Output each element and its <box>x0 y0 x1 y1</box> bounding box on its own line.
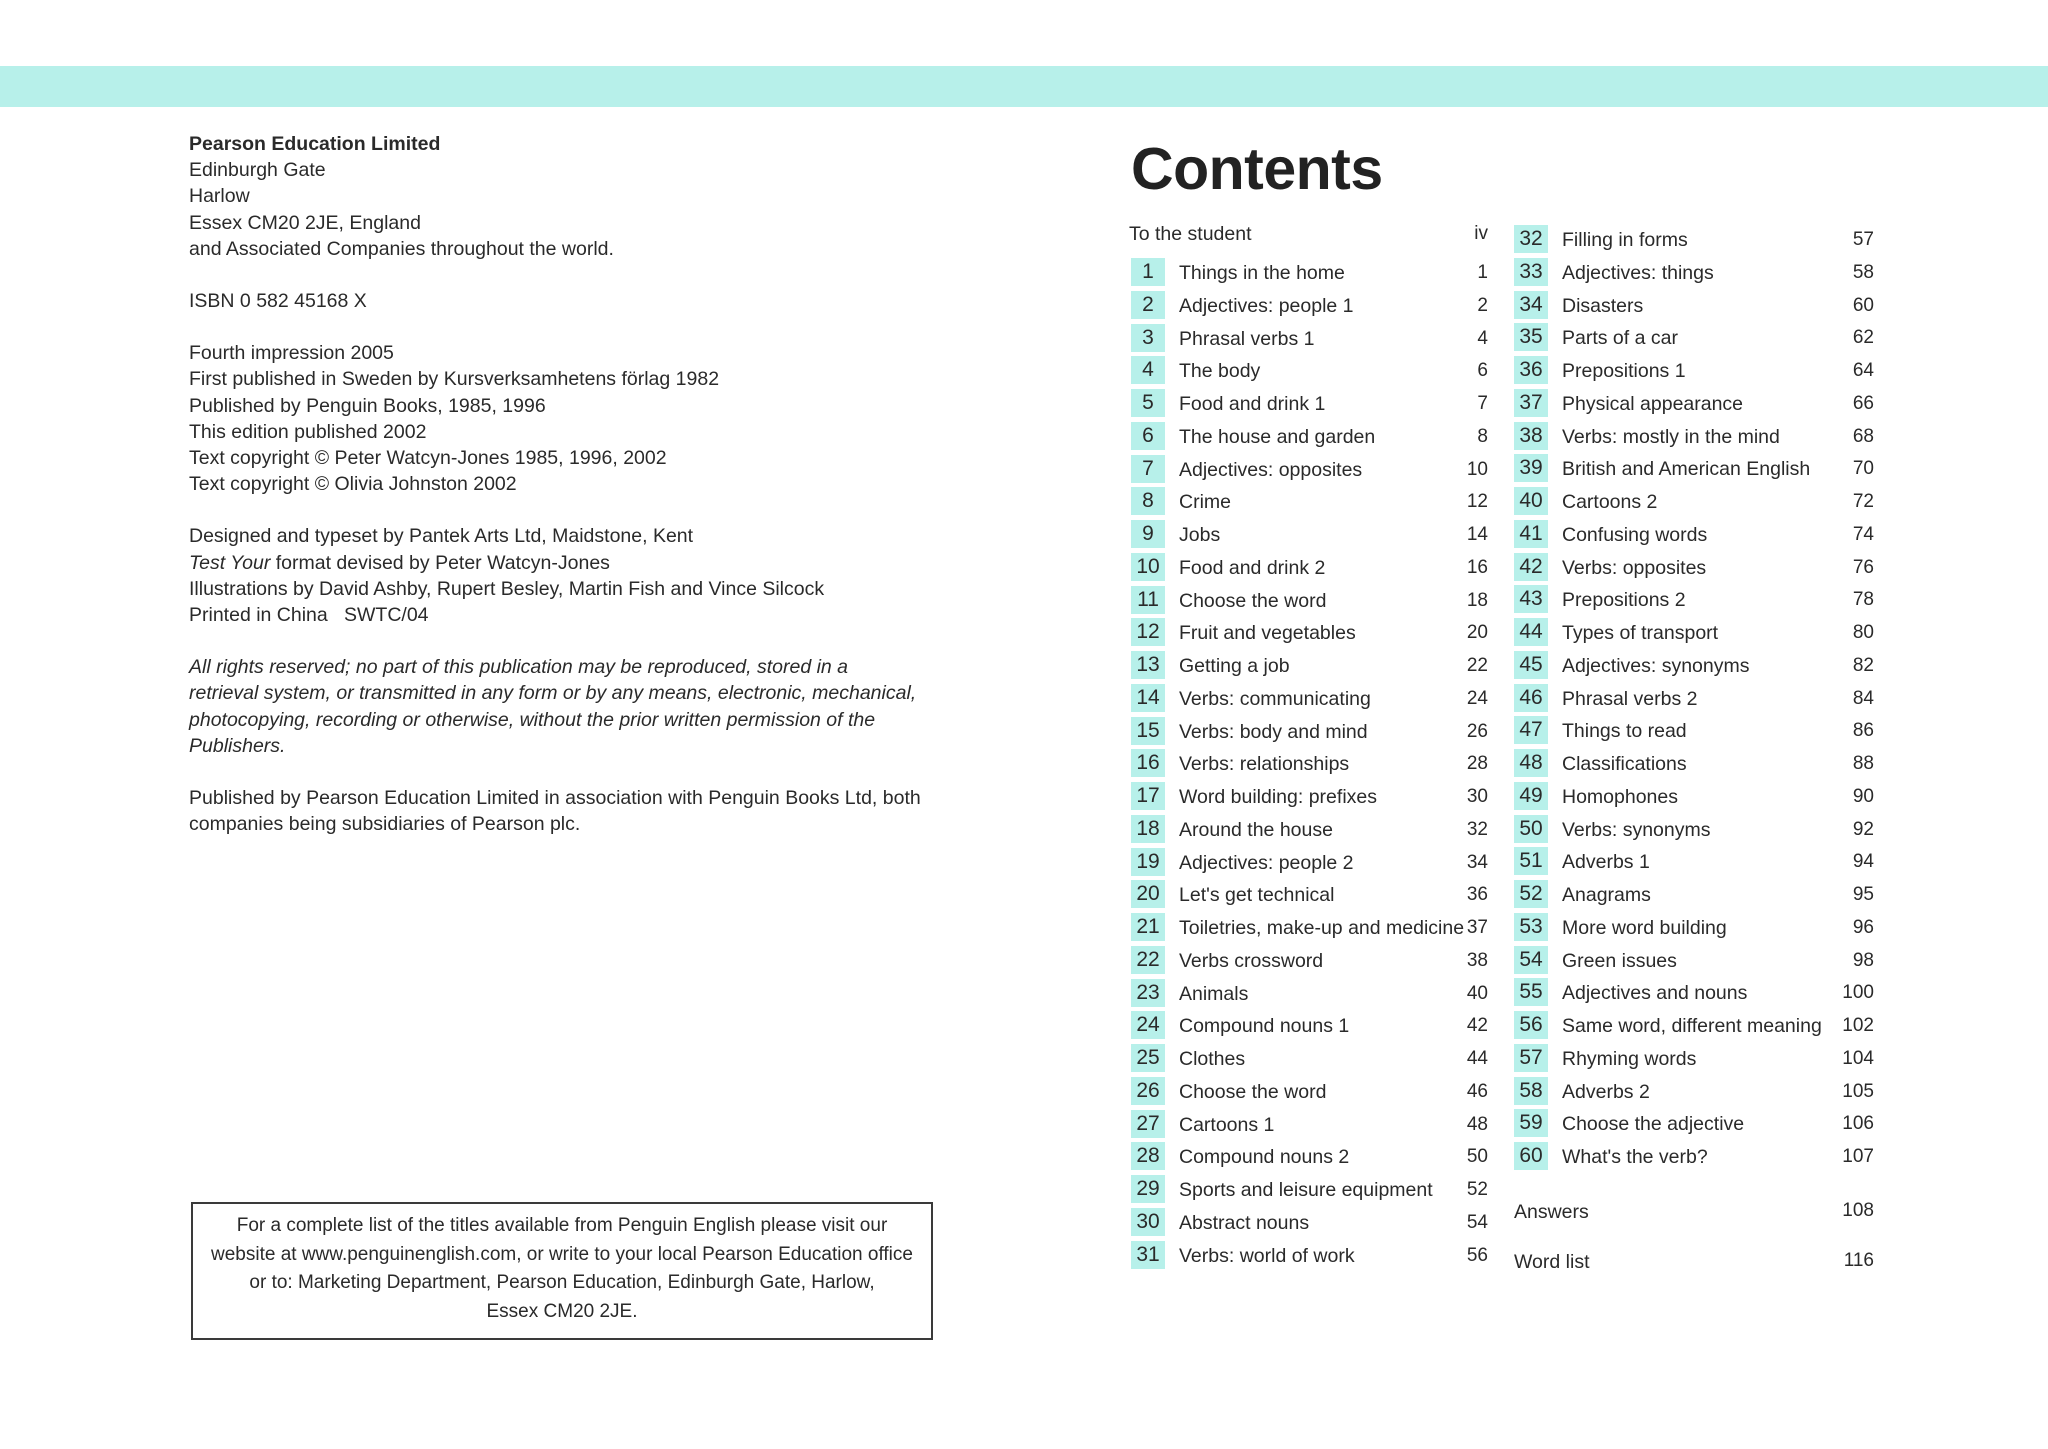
toc-entry-title: Sports and leisure equipment <box>1179 1179 1433 1201</box>
toc-entry-number: 53 <box>1514 913 1548 941</box>
rights-block <box>189 654 949 759</box>
toc-entry-page: 16 <box>1466 556 1488 578</box>
toc-entry <box>1131 946 1488 974</box>
toc-entry-number: 21 <box>1131 913 1165 941</box>
toc-entry <box>1131 422 1488 450</box>
toc-entry-page: 66 <box>1852 392 1874 414</box>
toc-entry-number: 15 <box>1131 717 1165 745</box>
printing-credit: Printed in China SWTC/04 <box>189 604 429 627</box>
toc-entry-title: Adverbs 1 <box>1562 851 1650 874</box>
toc-entry-number: 24 <box>1131 1011 1165 1039</box>
toc-entry <box>1131 1077 1488 1105</box>
toc-entry-title: Parts of a car <box>1562 327 1678 350</box>
toc-entry-page: 78 <box>1852 589 1874 611</box>
history-line: First published in Sweden by Kursverksamhetens förlag 1982 <box>189 368 720 391</box>
toc-entry-number: 37 <box>1514 389 1548 417</box>
toc-entry <box>1514 422 1874 450</box>
toc-entry-title: Toiletries, make-up and medicine <box>1179 917 1465 939</box>
toc-entry-title: Confusing words <box>1562 523 1708 546</box>
design-credit: Designed and typeset by Pantek Arts Ltd, Maidstone, Kent <box>189 525 694 548</box>
toc-entry <box>1131 880 1488 908</box>
toc-entry <box>1131 520 1488 548</box>
toc-entry-page: 48 <box>1466 1113 1488 1135</box>
toc-entry-page: 62 <box>1852 327 1874 349</box>
toc-entry-page: 92 <box>1852 818 1874 840</box>
toc-entry-page: 86 <box>1852 720 1874 742</box>
toc-entry <box>1131 749 1488 777</box>
toc-entry-page: 20 <box>1466 622 1488 644</box>
toc-entry-number: 29 <box>1131 1175 1165 1203</box>
toc-entry-page: 64 <box>1852 360 1874 381</box>
toc-entry-page: 12 <box>1466 491 1488 513</box>
toc-entry <box>1131 258 1488 286</box>
toc-entry <box>1514 389 1874 417</box>
toc-entry-page: 46 <box>1466 1080 1488 1102</box>
toc-entry-number: 47 <box>1514 716 1548 744</box>
toc-entry-page: 8 <box>1477 425 1488 447</box>
toc-entry-page: 24 <box>1466 687 1488 709</box>
toc-entry-number: 56 <box>1514 1011 1548 1039</box>
toc-entry-page: 26 <box>1466 720 1488 742</box>
toc-entry-title: Adjectives: people 1 <box>1179 294 1354 317</box>
toc-entry-title: Getting a job <box>1179 655 1290 677</box>
toc-entry <box>1514 716 1874 744</box>
toc-entry-title: The body <box>1179 360 1261 383</box>
toc-entry-title: Prepositions 2 <box>1562 589 1686 612</box>
toc-entry-title: Phrasal verbs 2 <box>1562 687 1698 710</box>
format-credit-italic: Test Your <box>189 551 271 574</box>
toc-entry-title: Phrasal verbs 1 <box>1179 327 1315 350</box>
toc-entry-number: 2 <box>1131 291 1165 319</box>
toc-entry-page: 95 <box>1852 884 1874 905</box>
toc-entry <box>1514 880 1874 908</box>
toc-entry-page: 52 <box>1466 1179 1488 1200</box>
notice-line: or to: Marketing Department, Pearson Education, Edinburgh Gate, Harlow, <box>249 1272 875 1293</box>
notice-line: For a complete list of the titles available from Penguin English please visit our <box>236 1215 888 1236</box>
toc-entry-number: 26 <box>1131 1077 1165 1105</box>
toc-entry-number: 31 <box>1131 1241 1165 1269</box>
toc-entry-number: 51 <box>1514 847 1548 875</box>
address-line: Essex CM20 2JE, England <box>189 211 421 234</box>
toc-answers-title: Answers <box>1514 1201 1589 1223</box>
toc-entry-title: Word building: prefixes <box>1179 786 1377 808</box>
toc-entry-page: 1 <box>1477 262 1488 283</box>
toc-entry-number: 8 <box>1131 487 1165 515</box>
toc-entry-page: 98 <box>1852 949 1874 971</box>
toc-entry-title: Homophones <box>1562 785 1678 808</box>
toc-entry <box>1131 553 1488 581</box>
toc-entry-number: 33 <box>1514 258 1548 286</box>
toc-entry-page: 28 <box>1466 753 1488 775</box>
toc-entry-number: 34 <box>1514 291 1548 319</box>
toc-entry-number: 13 <box>1131 651 1165 679</box>
toc-entry-page: 84 <box>1852 687 1874 709</box>
toc-entry <box>1131 848 1488 876</box>
toc-entry-title: Adverbs 2 <box>1562 1080 1650 1103</box>
toc-entry-page: 14 <box>1466 524 1488 545</box>
toc-entry-title: What's the verb? <box>1562 1146 1708 1168</box>
notice-line: website at www.penguinenglish.com, or write to your local Pearson Education office <box>211 1243 913 1265</box>
toc-entry <box>1514 225 1874 253</box>
toc-entry-number: 46 <box>1514 684 1548 712</box>
toc-entry-number: 12 <box>1131 618 1165 646</box>
toc-entry <box>1514 291 1874 319</box>
toc-entry-page: 50 <box>1466 1146 1488 1168</box>
toc-entry-number: 7 <box>1131 455 1165 483</box>
toc-entry <box>1131 1208 1488 1236</box>
toc-entry-number: 3 <box>1131 324 1165 352</box>
toc-entry-number: 42 <box>1514 553 1548 581</box>
toc-entry <box>1514 553 1874 581</box>
notice-line: Essex CM20 2JE. <box>486 1300 638 1322</box>
history-line: Fourth impression 2005 <box>189 342 394 365</box>
toc-entry-number: 54 <box>1514 946 1548 974</box>
toc-entry-number: 5 <box>1131 389 1165 417</box>
address-line: Harlow <box>189 185 250 208</box>
history-line: Text copyright © Olivia Johnston 2002 <box>189 473 517 496</box>
toc-entry <box>1131 324 1488 352</box>
toc-entry-number: 25 <box>1131 1044 1165 1072</box>
toc-entry-title: Adjectives and nouns <box>1562 982 1748 1005</box>
toc-entry-title: Verbs: body and mind <box>1179 720 1368 743</box>
toc-entry <box>1514 684 1874 712</box>
toc-entry-page: 74 <box>1852 523 1874 545</box>
toc-entry-title: Clothes <box>1179 1048 1246 1070</box>
toc-entry-number: 39 <box>1514 454 1548 482</box>
toc-entry-title: Cartoons 1 <box>1179 1113 1275 1136</box>
toc-entry-title: Fruit and vegetables <box>1179 622 1356 645</box>
toc-entry-title: Green issues <box>1562 949 1677 972</box>
toc-entry <box>1514 258 1874 286</box>
toc-entry-page: 56 <box>1466 1244 1488 1266</box>
toc-entry <box>1514 356 1874 384</box>
toc-entry-title: Jobs <box>1179 524 1221 546</box>
toc-entry-number: 28 <box>1131 1142 1165 1170</box>
association-statement: Published by Pearson Education Limited in association with Penguin Books Ltd, both companies being subsidiaries of Pearson plc. <box>189 787 921 836</box>
toc-entry-title: Cartoons 2 <box>1562 491 1658 513</box>
toc-entry-page: 106 <box>1842 1113 1874 1135</box>
toc-entry <box>1131 913 1488 941</box>
toc-entry <box>1131 1110 1488 1138</box>
rights-statement: All rights reserved; no part of this publication may be reproduced, stored in a retrieval system, or transmitted in any form or by any means, electronic, mechanical, photocopying, recording or otherwise, without the prior written permission of the Publishers. <box>189 656 917 757</box>
history-line: This edition published 2002 <box>189 420 427 443</box>
toc-entry-page: 18 <box>1466 589 1488 611</box>
top-color-band <box>0 66 2048 107</box>
toc-entry <box>1131 586 1488 614</box>
toc-entry-number: 55 <box>1514 978 1548 1006</box>
toc-entry <box>1131 618 1488 646</box>
toc-entry-title: Choose the word <box>1179 589 1327 612</box>
toc-entry <box>1131 1142 1488 1170</box>
toc-entry-page: 54 <box>1466 1211 1488 1233</box>
toc-entry-title: Verbs: synonyms <box>1562 818 1711 841</box>
toc-entry-number: 19 <box>1131 848 1165 876</box>
toc-entry-number: 35 <box>1514 323 1548 351</box>
toc-entry-page: 42 <box>1466 1015 1488 1037</box>
toc-entry-page: 90 <box>1852 785 1874 807</box>
toc-entry-page: 70 <box>1852 458 1874 480</box>
toc-entry <box>1131 389 1488 417</box>
toc-entry <box>1131 455 1488 483</box>
toc-entry-title: Choose the word <box>1179 1080 1327 1103</box>
credits-block <box>189 523 949 628</box>
toc-entry-number: 59 <box>1514 1109 1548 1137</box>
toc-entry-number: 38 <box>1514 422 1548 450</box>
imprint-page <box>189 131 949 863</box>
toc-entry-page: 88 <box>1852 753 1874 774</box>
toc-entry-title: Verbs: relationships <box>1179 753 1350 776</box>
toc-entry-page: 36 <box>1466 884 1488 906</box>
toc-entry-title: Food and drink 1 <box>1179 393 1326 415</box>
toc-entry <box>1131 1011 1488 1039</box>
toc-entry <box>1514 618 1874 646</box>
toc-entry <box>1514 1044 1874 1072</box>
toc-entry-title: Verbs crossword <box>1179 949 1324 972</box>
toc-entry-number: 49 <box>1514 782 1548 810</box>
toc-entry <box>1514 487 1874 515</box>
toc-entry-title: Abstract nouns <box>1179 1211 1310 1234</box>
toc-entry-title: Compound nouns 1 <box>1179 1015 1350 1038</box>
toc-entry-title: Compound nouns 2 <box>1179 1146 1350 1169</box>
toc-entry <box>1131 782 1488 810</box>
toc-entry-title: Rhyming words <box>1562 1047 1697 1070</box>
toc-entry <box>1514 1077 1874 1105</box>
toc-entry-title: Disasters <box>1562 294 1644 317</box>
toc-entry-number: 17 <box>1131 782 1165 810</box>
toc-entry <box>1131 487 1488 515</box>
toc-entry-page: 2 <box>1477 294 1488 316</box>
toc-entry-number: 45 <box>1514 651 1548 679</box>
toc-entry-number: 52 <box>1514 880 1548 908</box>
toc-wordlist-page: 116 <box>1843 1250 1874 1271</box>
toc-entry-title: Food and drink 2 <box>1179 556 1326 579</box>
history-line: Published by Penguin Books, 1985, 1996 <box>189 394 546 417</box>
toc-entry-title: British and American English <box>1562 458 1811 481</box>
toc-entry-number: 9 <box>1131 520 1165 548</box>
address-line: Edinburgh Gate <box>189 159 326 182</box>
toc-entry-number: 20 <box>1131 880 1165 908</box>
toc-wordlist-title: Word list <box>1514 1251 1590 1273</box>
toc-entry <box>1131 1044 1488 1072</box>
toc-entry-number: 43 <box>1514 585 1548 613</box>
toc-entry-title: Animals <box>1179 982 1249 1005</box>
toc-entry-page: 102 <box>1842 1015 1874 1036</box>
toc-entry-number: 23 <box>1131 979 1165 1007</box>
toc-entry-page: 32 <box>1466 818 1488 840</box>
toc-entry <box>1131 356 1488 384</box>
toc-entry-title: Adjectives: opposites <box>1179 458 1363 481</box>
toc-entry-page: 30 <box>1466 786 1488 807</box>
toc-entry-page: 34 <box>1466 851 1488 873</box>
toc-entry <box>1514 749 1874 777</box>
toc-entry <box>1514 815 1874 843</box>
address-line: and Associated Companies throughout the world. <box>189 237 614 260</box>
toc-entry <box>1131 1175 1488 1203</box>
toc-entry-number: 40 <box>1514 487 1548 515</box>
toc-entry-page: 10 <box>1466 458 1488 480</box>
publisher-name: Pearson Education Limited <box>189 133 441 155</box>
toc-entry-title: Physical appearance <box>1562 392 1744 415</box>
toc-entry-title: Things to read <box>1562 720 1687 743</box>
toc-entry <box>1131 815 1488 843</box>
toc-entry-number: 4 <box>1131 356 1165 384</box>
toc-entry <box>1514 913 1874 941</box>
toc-entry <box>1514 323 1874 351</box>
toc-entry-number: 41 <box>1514 520 1548 548</box>
publisher-address <box>189 131 949 262</box>
toc-entry-title: Verbs: world of work <box>1179 1244 1355 1267</box>
illustration-credit: Illustrations by David Ashby, Rupert Besley, Martin Fish and Vince Silcock <box>189 577 825 600</box>
association-block <box>189 785 949 837</box>
toc-entry-number: 60 <box>1514 1142 1548 1170</box>
toc-entry-page: 7 <box>1477 393 1488 414</box>
toc-entry-page: 94 <box>1852 851 1874 873</box>
toc-entry-title: Filling in forms <box>1562 229 1688 251</box>
toc-entry-title: Crime <box>1179 491 1231 514</box>
toc-entry-number: 14 <box>1131 684 1165 712</box>
toc-entry <box>1514 651 1874 679</box>
toc-entry-number: 22 <box>1131 946 1165 974</box>
toc-entry-number: 44 <box>1514 618 1548 646</box>
toc-entry-title: Let's get technical <box>1179 884 1335 907</box>
toc-entry <box>1514 520 1874 548</box>
toc-entry-number: 57 <box>1514 1044 1548 1072</box>
toc-entry-title: Verbs: opposites <box>1562 556 1707 579</box>
toc-entry <box>1131 979 1488 1007</box>
toc-entry-number: 50 <box>1514 815 1548 843</box>
history-line: Text copyright © Peter Watcyn-Jones 1985, 1996, 2002 <box>189 447 667 470</box>
toc-entry-page: 57 <box>1852 229 1874 250</box>
toc-intro-page: iv <box>1474 223 1488 244</box>
toc-entry-number: 58 <box>1514 1077 1548 1105</box>
toc-entry <box>1514 585 1874 613</box>
toc-entry-page: 58 <box>1852 261 1874 283</box>
toc-entry-title: Adjectives: people 2 <box>1179 851 1354 874</box>
format-credit-rest: format devised by Peter Watcyn-Jones <box>270 551 610 574</box>
toc-entry <box>1131 684 1488 712</box>
toc-entry-page: 4 <box>1477 327 1488 349</box>
isbn-block <box>189 288 949 314</box>
toc-entry <box>1514 978 1874 1006</box>
notice-box <box>191 1202 933 1340</box>
toc-entry <box>1131 717 1488 745</box>
toc-entry-page: 72 <box>1852 491 1874 512</box>
toc-entry-page: 40 <box>1466 982 1488 1004</box>
toc-entry-number: 48 <box>1514 749 1548 777</box>
publication-history <box>189 340 949 497</box>
toc-entry-title: Choose the adjective <box>1562 1113 1745 1136</box>
toc-entry <box>1514 1011 1874 1039</box>
toc-entry-number: 18 <box>1131 815 1165 843</box>
toc-entry-page: 80 <box>1852 622 1874 643</box>
toc-entry-title: Types of transport <box>1562 622 1719 644</box>
page-title: Contents <box>1131 136 1383 202</box>
toc-entry-title: Classifications <box>1562 753 1687 775</box>
toc-answers-page: 108 <box>1842 1200 1874 1221</box>
toc-entry-page: 6 <box>1477 360 1488 382</box>
toc-entry-page: 22 <box>1466 655 1488 676</box>
toc-entry-title: The house and garden <box>1179 425 1376 448</box>
toc-entry <box>1131 651 1488 679</box>
toc-entry <box>1514 1142 1874 1170</box>
toc-entry-title: Same word, different meaning <box>1562 1015 1822 1037</box>
toc-entry-title: Verbs: communicating <box>1179 687 1371 710</box>
toc-entry-page: 104 <box>1842 1047 1874 1069</box>
toc-entry-page: 37 <box>1466 917 1488 938</box>
toc-entry-page: 76 <box>1852 556 1874 578</box>
toc-entry-page: 82 <box>1852 654 1874 676</box>
toc-entry-number: 11 <box>1131 586 1165 614</box>
format-credit <box>189 550 949 576</box>
isbn: ISBN 0 582 45168 X <box>189 290 367 313</box>
toc-entry-title: Around the house <box>1179 818 1333 841</box>
toc-entry-number: 36 <box>1514 356 1548 384</box>
toc-entry-title: Verbs: mostly in the mind <box>1562 425 1780 448</box>
toc-entry-page: 100 <box>1842 982 1874 1004</box>
toc-entry <box>1514 454 1874 482</box>
toc-entry-title: Things in the home <box>1179 262 1345 284</box>
toc-entry-title: Prepositions 1 <box>1562 360 1686 382</box>
toc-entry-number: 16 <box>1131 749 1165 777</box>
toc-entry-number: 10 <box>1131 553 1165 581</box>
toc-entry <box>1514 847 1874 875</box>
toc-entry-page: 96 <box>1852 916 1874 938</box>
toc-entry-page: 107 <box>1842 1146 1874 1167</box>
toc-entry <box>1131 1241 1488 1269</box>
toc-entry-title: Adjectives: things <box>1562 261 1714 284</box>
toc-entry-number: 30 <box>1131 1208 1165 1236</box>
toc-entry-number: 27 <box>1131 1110 1165 1138</box>
toc-entry-page: 44 <box>1466 1048 1488 1069</box>
toc-entry-page: 38 <box>1466 949 1488 971</box>
toc-entry-page: 68 <box>1852 425 1874 447</box>
toc-entry <box>1131 291 1488 319</box>
toc-entry-title: Anagrams <box>1562 884 1651 906</box>
toc-entry-number: 1 <box>1131 258 1165 286</box>
toc-entry-title: Adjectives: synonyms <box>1562 654 1750 677</box>
toc-entry-number: 32 <box>1514 225 1548 253</box>
toc-intro-title: To the student <box>1129 223 1252 245</box>
toc-entry-number: 6 <box>1131 422 1165 450</box>
toc-entry <box>1514 946 1874 974</box>
toc-entry <box>1514 782 1874 810</box>
toc-entry-page: 105 <box>1842 1080 1874 1102</box>
toc-entry-page: 60 <box>1852 294 1874 316</box>
toc-entry <box>1514 1109 1874 1137</box>
toc-entry-title: More word building <box>1562 916 1727 939</box>
